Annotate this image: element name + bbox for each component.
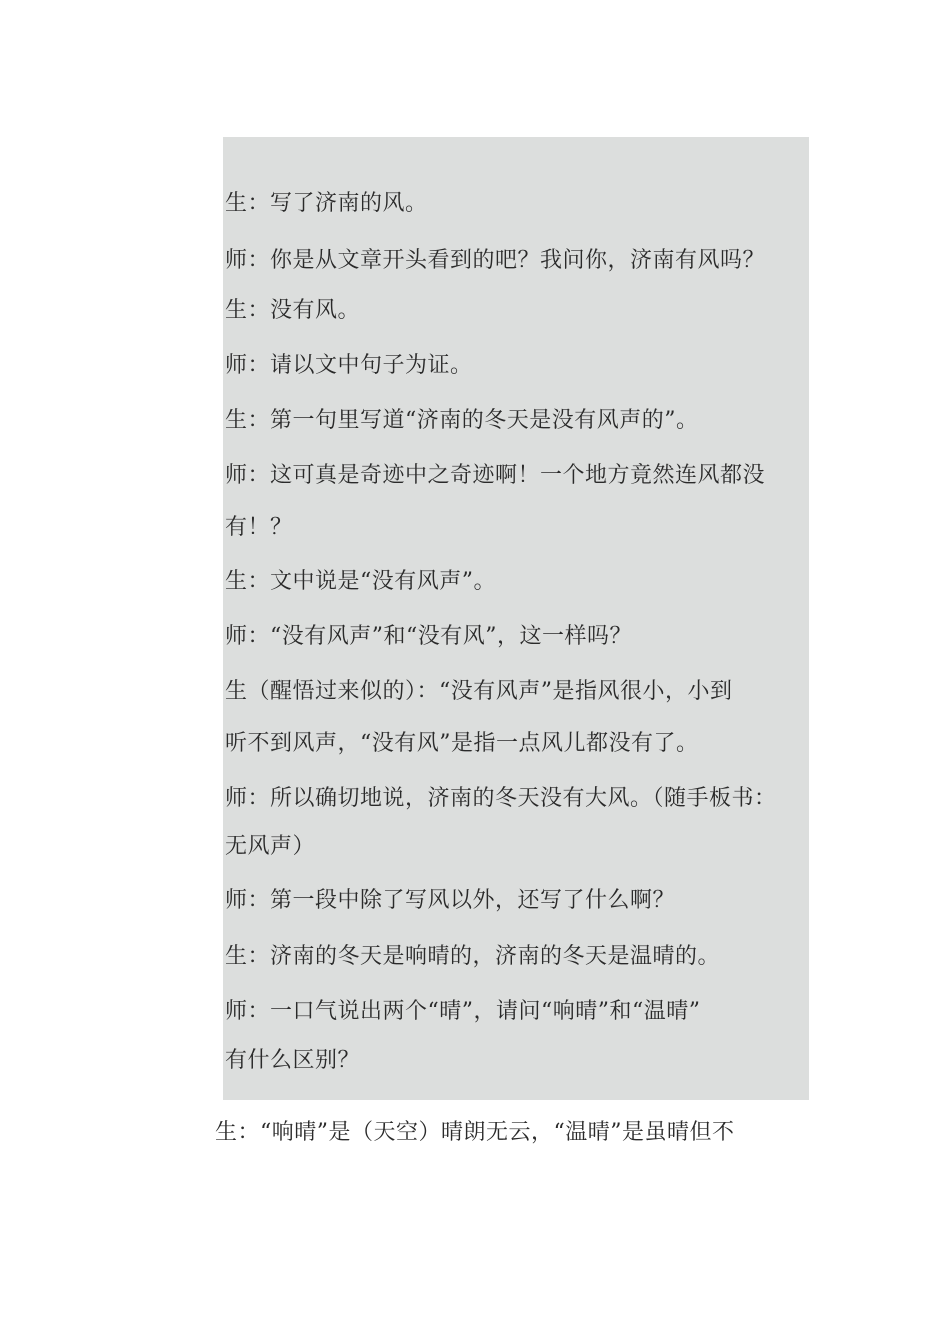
dialogue-line: 生：文中说是“没有风声”。 bbox=[225, 569, 496, 594]
dialogue-line: 生：济南的冬天是响晴的，济南的冬天是温晴的。 bbox=[225, 944, 721, 969]
dialogue-line: 生：写了济南的风。 bbox=[225, 191, 428, 216]
dialogue-line: 生：没有风。 bbox=[225, 298, 361, 323]
dialogue-line: 有！？ bbox=[225, 515, 293, 540]
dialogue-line: 生（醒悟过来似的）：“没有风声”是指风很小，小到 bbox=[225, 679, 733, 704]
dialogue-line: 师：“没有风声”和“没有风”，这一样吗？ bbox=[225, 624, 632, 649]
dialogue-line: 师：这可真是奇迹中之奇迹啊！一个地方竟然连风都没 bbox=[225, 463, 766, 488]
dialogue-line: 师：你是从文章开头看到的吧？我问你，济南有风吗？ bbox=[225, 248, 766, 273]
dialogue-line: 师：第一段中除了写风以外，还写了什么啊？ bbox=[225, 888, 676, 913]
dialogue-line: 师：一口气说出两个“晴”，请问“响晴”和“温晴” bbox=[225, 999, 701, 1024]
dialogue-line: 听不到风声，“没有风”是指一点风儿都没有了。 bbox=[225, 731, 699, 756]
dialogue-line: 有什么区别？ bbox=[225, 1048, 361, 1073]
dialogue-line: 师：请以文中句子为证。 bbox=[225, 353, 473, 378]
dialogue-line: 生：第一句里写道“济南的冬天是没有风声的”。 bbox=[225, 408, 699, 433]
dialogue-line: 生：“响晴”是（天空）晴朗无云，“温晴”是虽晴但不 bbox=[215, 1120, 735, 1145]
dialogue-line: 师：所以确切地说，济南的冬天没有大风。（随手板书： bbox=[225, 786, 777, 811]
dialogue-line: 无风声） bbox=[225, 834, 316, 859]
